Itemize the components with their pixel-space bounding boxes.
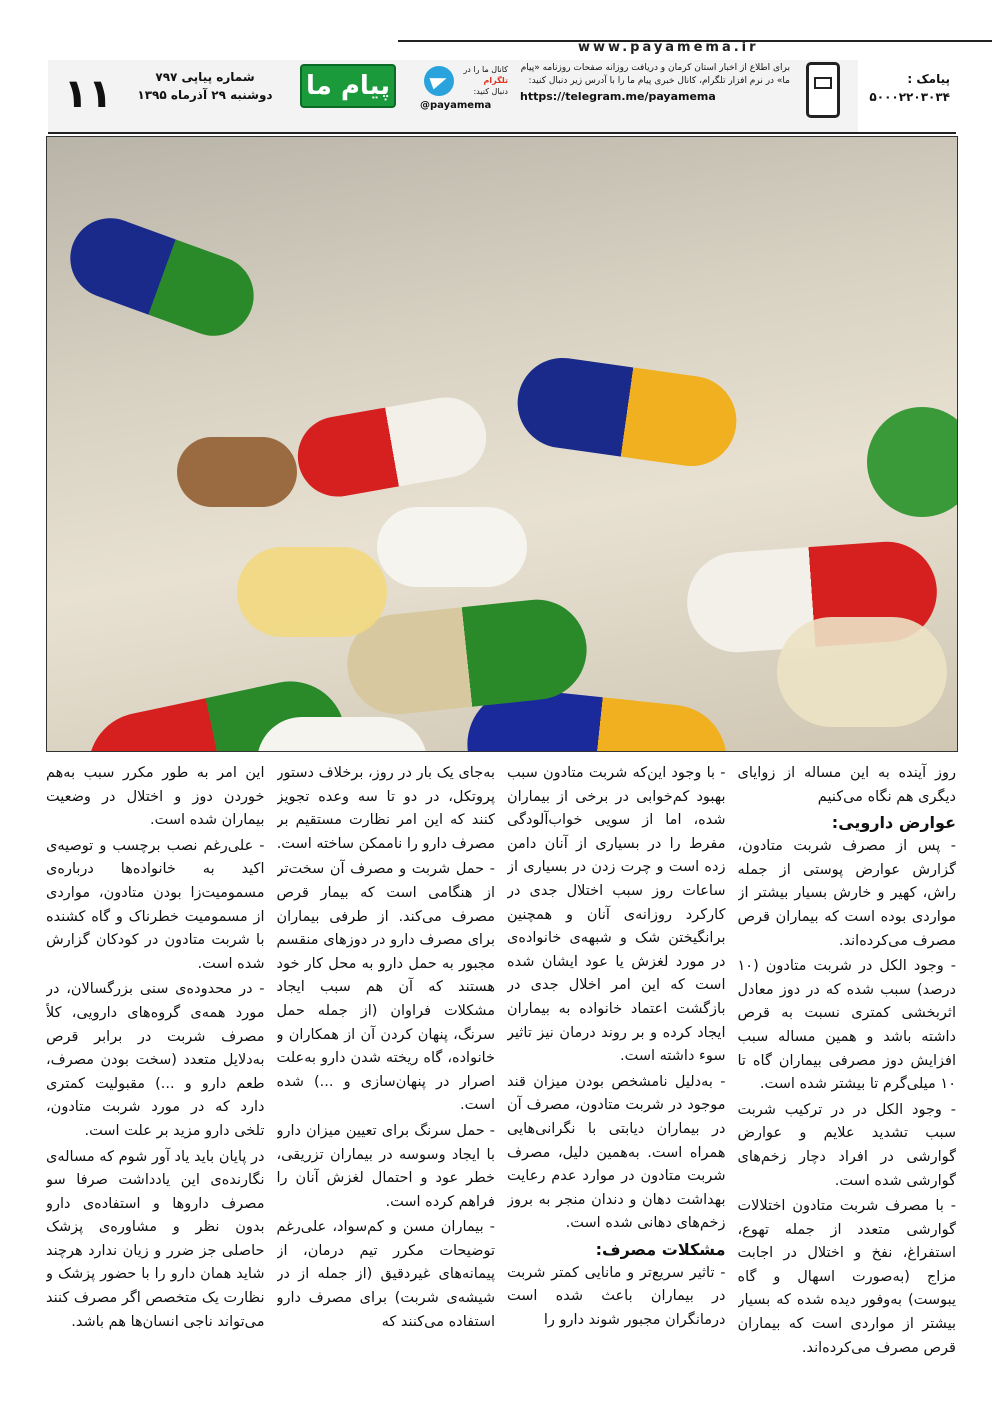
paragraph: - به‌دلیل نامشخص بودن میزان قند موجود در شربت متادون، مصرف آن در بیماران دیابتی با نگرانی‌هایی همراه است. به‌همین دلیل، مصرف شربت متادون در موارد عدم رعایت بهداشت دهان و دندان منجر به بروز زخم‌های دهانی شده است. <box>507 1073 726 1232</box>
paragraph: - بیماران مسن و کم‌سواد، علی‌رغم توضیحات مکرر تیم درمان، از پیمانه‌های غیردقیق (از جمله از در شیشه‌ی شربت) برای مصرف دارو استفاده می‌کنند که <box>276 1219 495 1330</box>
pill-red-white <box>291 391 492 503</box>
site-url[interactable]: www.payamema.ir <box>578 40 759 55</box>
newspaper-logo: پیام ما <box>300 64 396 108</box>
paragraph: - تاثیر سریع‌تر و مانایی کمتر شربت در بیماران باعث شده است درمانگران مجبور شوند دارو را <box>507 1264 726 1329</box>
issue-date: دوشنبه ۲۹ آذرماه ۱۳۹۵ <box>137 88 273 102</box>
pill-white-front <box>257 717 427 752</box>
article-column-4 <box>46 762 265 1412</box>
pill-clear-capsule <box>777 617 947 727</box>
telegram-line2: تلگرام <box>483 76 508 85</box>
article-column-1 <box>738 762 957 1412</box>
article-column-3 <box>277 762 496 1412</box>
sms-number: ۵۰۰۰۲۲۰۳۰۳۴ <box>869 90 950 104</box>
section-heading: مشکلات مصرف: <box>595 1239 726 1259</box>
paragraph: - علی‌رغم نصب برچسب و توصیه‌ی اکید به خانواده‌ها درباره‌ی مسمومیت‌زا بودن متادون، مواردی از مسمومیت خطرناک و گاه کشنده با شربت متادون در کودکان گزارش شده است. <box>46 837 265 972</box>
telegram-icon <box>424 66 454 96</box>
paragraph: - حمل سرنگ برای تعیین میزان دارو با ایجاد وسوسه در بیماران تزریقی، خطر عود و احتمال لغزش آنان را فراهم کرده است. <box>276 1122 495 1210</box>
telegram-link[interactable]: https://telegram.me/payamema <box>520 90 716 103</box>
paragraph: - حمل شربت و مصرف آن سخت‌تر از هنگامی است که بیمار قرص مصرف می‌کند. از طرفی بیماران برای مصرف دارو در دوزهای منقسم مجبور به حمل دارو به محل کار خود هستند که آن هم سبب ایجاد مشکلات فراوان (از جمله حمل سرنگ، پنهان کردن آن از همکاران و خانواده، گاه ریخته شدن دارو به‌علت اصرار در پنهان‌سازی و ...) شده است. <box>276 861 495 1114</box>
pill-brown-tablet <box>177 437 297 507</box>
telegram-info-text: برای اطلاع از اخبار استان کرمان و دریافت روزانه صفحات روزنامه «پیام ما» در نرم افزار تلگرام، کانال خبری پیام ما را با آدرس زیر دنبال کنید: <box>520 63 790 86</box>
page-header <box>0 0 992 130</box>
telegram-info <box>520 62 790 103</box>
pill-blue-yellow <box>512 352 742 472</box>
site-url-bar <box>398 40 992 60</box>
paragraph: روز آینده به این مساله از زوایای دیگری هم نگاه می‌کنیم <box>737 765 956 805</box>
page-number: ۱۱ <box>63 71 113 117</box>
article-column-2 <box>507 762 726 1412</box>
paragraph: - وجود الکل در شربت متادون (۱۰ درصد) سبب شده که در دوز معادل اثربخشی کمتری نسبت به قرص داشته باشد و همین مساله سبب افزایش دوز مصرفی بیماران گاه تا ۱۰ میلی‌گرم تا بیشتر شده است. <box>737 958 956 1093</box>
telegram-handle[interactable]: @payamema <box>420 100 492 111</box>
paragraph: این امر به طور مکرر سبب به‌هم خوردن دوز و اختلال در وضعیت بیماران شده است. <box>46 765 265 829</box>
pill-blue-green <box>59 207 265 347</box>
pill-green-right <box>867 407 958 517</box>
telegram-line3: دنبال کنید: <box>473 87 508 96</box>
issue-number: شماره پیاپی ۷۹۷ <box>155 70 255 84</box>
paragraph: - وجود الکل در در ترکیب شربت سبب تشدید علایم و عوارض گوارشی در افراد دچار زخم‌های گوارشی شده است. <box>737 1101 956 1189</box>
telegram-line1: کانال ما را در <box>463 65 508 74</box>
pill-yellow-softgel <box>237 547 387 637</box>
paragraph: - با مصرف شربت متادون اختلالات گوارشی متعدد از جمله تهوع، استفراغ، نفخ و اختلال در اجابت مزاج (به‌صورت اسهال و گاه یبوست) به‌وفور دیده شده که بسیار بیشتر از مواردی است که بیماران قرص مصرف می‌کرده‌اند. <box>737 1198 956 1356</box>
sms-phone-icon <box>806 62 840 118</box>
pills-photo <box>46 136 958 752</box>
sms-label: پیامک : <box>907 72 950 86</box>
telegram-text <box>456 64 508 97</box>
article-columns <box>46 762 956 1412</box>
section-heading: عوارض دارویی: <box>831 813 956 833</box>
telegram-promo <box>420 62 510 116</box>
paragraph: به‌جای یک بار در روز، برخلاف دستور پروتکل، در دو تا سه وعده تجویز کنند که این امر نظارت مستقیم بر مصرف دارو را ناممکن ساخته است. <box>276 765 495 852</box>
paragraph: - پس از مصرف شربت متادون، گزارش عوارض پوستی از جمله راش، کهیر و خارش بسیار بیشتر از مواردی بوده است که بیماران قرص مصرف می‌کرده‌اند. <box>737 838 956 949</box>
paragraph: - با وجود این‌که شربت متادون سبب بهبود کم‌خوابی در برخی از بیماران شده، اما از سویی خواب‌آلودگی مفرط را در بسیاری از آنان دامن زده است و چرت زدن در بسیاری از ساعات روز سبب اختلال جدی در کارکرد روزانه‌ی آنان و همچنین برانگیختن شک و شبهه‌ی خانواده‌ی در مورد لغزش یا عود ایشان شده است که این امر اخلال جدی در بازگشت اعتماد خانواده به بیماران ایجاد کرده و بر روند درمان نیز تاثیر سوء داشته است. <box>507 765 726 1065</box>
issue-info <box>125 68 285 104</box>
paragraph: در پایان باید یاد آور شوم که مساله‌ی نگارنده‌ی این یادداشت صرفا سو مصرف داروها و استفاده‌ی دارو بدون نظر و مشاوره‌ی پزشک حاصلی جز ضرر و زیان ندارد هرچند شاید همان دارو را با حضور پزشک و نظارت یک متخصص اگر مصرف کنند می‌تواند ناجی انسان‌ها هم باشد. <box>46 1148 265 1330</box>
sms-block <box>858 60 956 132</box>
paragraph: - در محدوده‌ی سنی بزرگسالان، در مورد همه‌ی گروه‌های دارویی، کلاً مصرف شربت در برابر قرص به‌دلایل متعدد (سخت بودن مصرف، طعم دارو و ...) مقبولیت کمتری دارد که در مورد شربت متادون، تلخی دارو مزید بر علت است. <box>46 981 265 1139</box>
pill-white-tablet <box>377 507 527 587</box>
